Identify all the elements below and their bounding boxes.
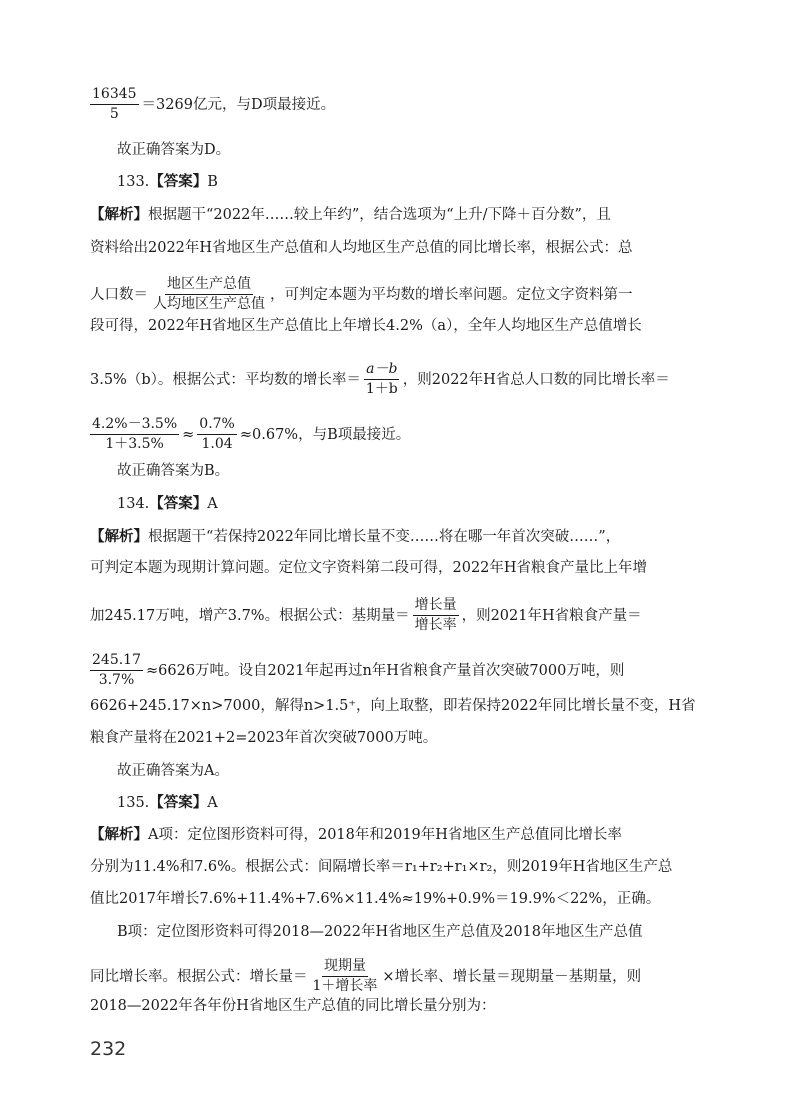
fraction: $\frac{\text{现期量}}{\text{1＋增长率}}$ [312,958,378,994]
fraction: $\frac{4.2\%-3.5\%}{1+3.5\%}$ [92,416,178,452]
analysis-133-line-3: 人口数＝ $\frac{\text{地区生产总值}}{\text{人均地区生产总值}}$ ，可判定本题为平均数的增长率问题。定位文字资料第一 [90,276,633,312]
analysis-134-line-2: 可判定本题为现期计算问题。定位文字资料第二段可得，2022年H省粮食产量比上年增 [90,560,648,576]
question-133-answer: 133. 【答案】 B [117,173,218,190]
answer-statement: 故正确答案为B。 [117,463,230,479]
analysis-133-line-5: 3.5%（b）。根据公式：平均数的增长率＝ $\frac{a-b}{1+b}$ ，则2022年H省总人口数的同比增长率＝ [90,361,670,397]
question-135-answer: 135. 【答案】 A [117,794,218,811]
analysis-134-line-5: 6626+245.17×n>7000，解得n>1.5⁺，向上取整，即若保持2022年同比增长量不变，H省 [90,698,696,714]
fraction: $\frac{\text{地区生产总值}}{\text{人均地区生产总值}}$ [153,276,265,312]
answer-statement: 故正确答案为A。 [117,763,229,779]
fraction: $\frac{a-b}{1+b}$ [365,361,398,397]
analysis-134-line-4: $\frac{245.17}{3.7\%}$ ≈6626万吨。设自2021年起再过n年H省粮食产量首次突破7000万吨，则 [92,652,625,688]
fraction: $\frac{0.7\%}{1.04}$ [199,416,235,452]
analysis-133-line-2: 资料给出2022年H省地区生产总值和人均地区生产总值的同比增长率，根据公式：总 [90,240,633,256]
analysis-135-line-4: B项：定位图形资料可得2018—2022年H省地区生产总值及2018年地区生产总值 [117,924,643,940]
page-number: 232 [90,1038,127,1060]
analysis-135-line-1: 【解析】 A项：定位图形资料可得，2018年和2019年H省地区生产总值同比增长率 [90,826,622,843]
analysis-135-line-2: 分别为11.4%和7.6%。根据公式：间隔增长率＝r₁+r₂+r₁×r₂，则2019年H省地区生产总 [90,859,673,875]
analysis-134-line-6: 粮食产量将在2021+2=2023年首次突破7000万吨。 [90,730,438,746]
fraction: $\frac{245.17}{3.7\%}$ [92,652,141,688]
analysis-133-line-6: $\frac{4.2\%-3.5\%}{1+3.5\%}$ ≈ $\frac{0.7\%}{1.04}$ ≈0.67%，与B项最接近。 [92,416,411,452]
answer-statement: 故正确答案为D。 [117,142,231,158]
analysis-133-line-4: 段可得，2022年H省地区生产总值比上年增长4.2%（a），全年人均地区生产总值增长 [90,318,642,334]
analysis-135-line-3: 值比2017年增长7.6%+11.4%+7.6%×11.4%≈19%+0.9%＝19.9%＜22%，正确。 [90,891,661,907]
fraction: $\frac{\text{增长量}}{\text{增长率}}$ [414,597,457,633]
fraction: $\frac{16345}{5}$ [92,86,137,122]
analysis-134-line-1: 【解析】 根据题干“若保持2022年同比增长量不变……将在哪一年首次突破……”， [90,528,621,545]
analysis-135-line-6: 2018—2022年各年份H省地区生产总值的同比增长量分别为： [90,998,496,1014]
analysis-133-line-1: 【解析】 根据题干“2022年……较上年约”，结合选项为“上升/下降＋百分数”，且 [90,206,611,223]
result-line: $\frac{16345}{5}$ ＝3269亿元，与D项最接近。 [92,86,336,122]
analysis-135-line-5: 同比增长率。根据公式：增长量＝ $\frac{\text{现期量}}{\text{1＋增长率}}$ ×增长率、增长量＝现期量－基期量，则 [90,958,642,994]
analysis-134-line-3: 加245.17万吨，增产3.7%。根据公式：基期量＝ $\frac{\text{增长量}}{\text{增长率}}$ ，则2021年H省粮食产量＝ [90,597,642,633]
question-134-answer: 134. 【答案】 A [117,495,218,512]
